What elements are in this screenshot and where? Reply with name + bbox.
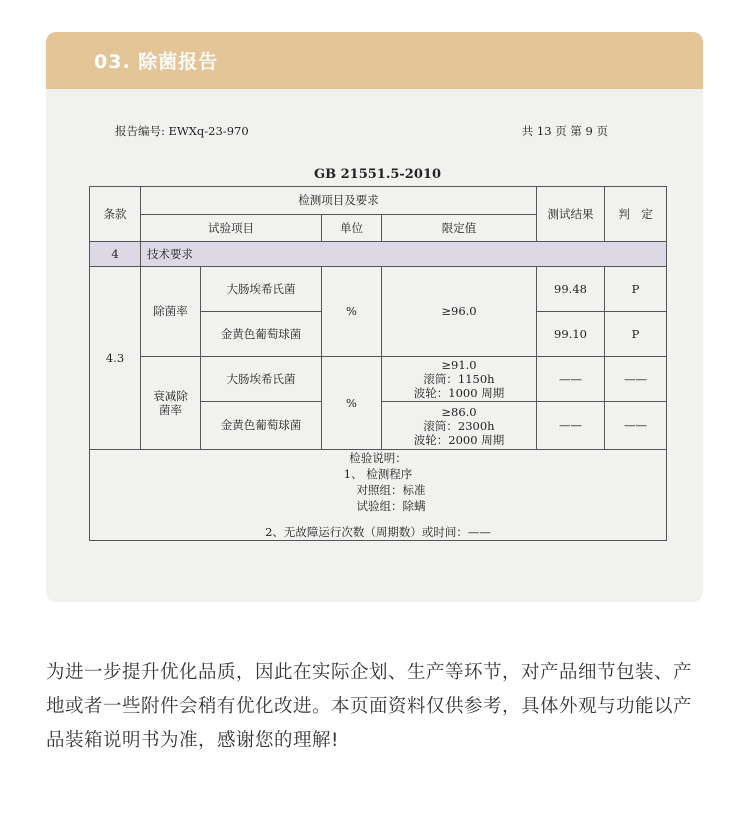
judge-cell: P [605, 312, 667, 357]
limit-cell: ≥86.0 滚筒：2300h 波轮：2000 周期 [382, 402, 537, 450]
notes-title: 检验说明： [349, 451, 407, 465]
page-count: 共 13 页 第 9 页 [521, 124, 608, 138]
header-judge: 判 定 [605, 187, 667, 242]
test-item: 金黄色葡萄球菌 [201, 402, 322, 450]
header-test-item: 试验项目 [141, 215, 322, 242]
test-item: 大肠埃希氏菌 [201, 267, 322, 312]
disclaimer-text: 为进一步提升优化品质，因此在实际企划、生产等环节，对产品细节包装、产地或者一些附件会稍有优化改进。本页面资料仅供参考，具体外观与功能以产品装箱说明书为准，感谢您的理解! [46, 662, 693, 751]
unit-cell: % [322, 267, 382, 357]
report-card [46, 32, 703, 602]
inspection-notes [90, 450, 667, 541]
notes-control: 对照组：标准 [356, 483, 426, 497]
header-limit: 限定值 [382, 215, 537, 242]
judge-cell: P [605, 267, 667, 312]
judge-cell: —— [605, 402, 667, 450]
report-table [89, 186, 667, 541]
notes-item-2: 2、无故障运行次数（周期数）或时间：—— [265, 525, 491, 539]
notes-item-1: 1、 检测程序 [343, 467, 413, 481]
group-removal-rate: 除菌率 [141, 267, 201, 357]
limit-cell: ≥91.0 滚筒：1150h 波轮：1000 周期 [382, 357, 537, 402]
unit-cell: % [322, 357, 382, 450]
section-header [46, 32, 703, 89]
test-item: 金黄色葡萄球菌 [201, 312, 322, 357]
section-clause: 4 [90, 242, 141, 267]
header-items-requirements: 检测项目及要求 [141, 187, 537, 215]
notes-test: 试验组：除螨 [356, 499, 426, 513]
section-title: 03. 除菌报告 [94, 51, 219, 73]
test-report-document [89, 89, 666, 602]
report-number: 报告编号: EWXq-23-970 [115, 124, 249, 138]
standard-title: GB 21551.5-2010 [314, 167, 441, 182]
header-result: 测试结果 [537, 187, 605, 242]
report-meta [115, 123, 608, 139]
clause-4-3: 4.3 [90, 267, 141, 450]
test-item: 大肠埃希氏菌 [201, 357, 322, 402]
group-decay-removal-rate: 衰减除 菌率 [141, 357, 201, 450]
limit-cell: ≥96.0 [382, 267, 537, 357]
result-cell: —— [537, 402, 605, 450]
result-cell: —— [537, 357, 605, 402]
judge-cell: —— [605, 357, 667, 402]
header-clause: 条款 [90, 187, 141, 242]
section-label: 技术要求 [141, 242, 667, 267]
result-cell: 99.48 [537, 267, 605, 312]
result-cell: 99.10 [537, 312, 605, 357]
header-unit: 单位 [322, 215, 382, 242]
